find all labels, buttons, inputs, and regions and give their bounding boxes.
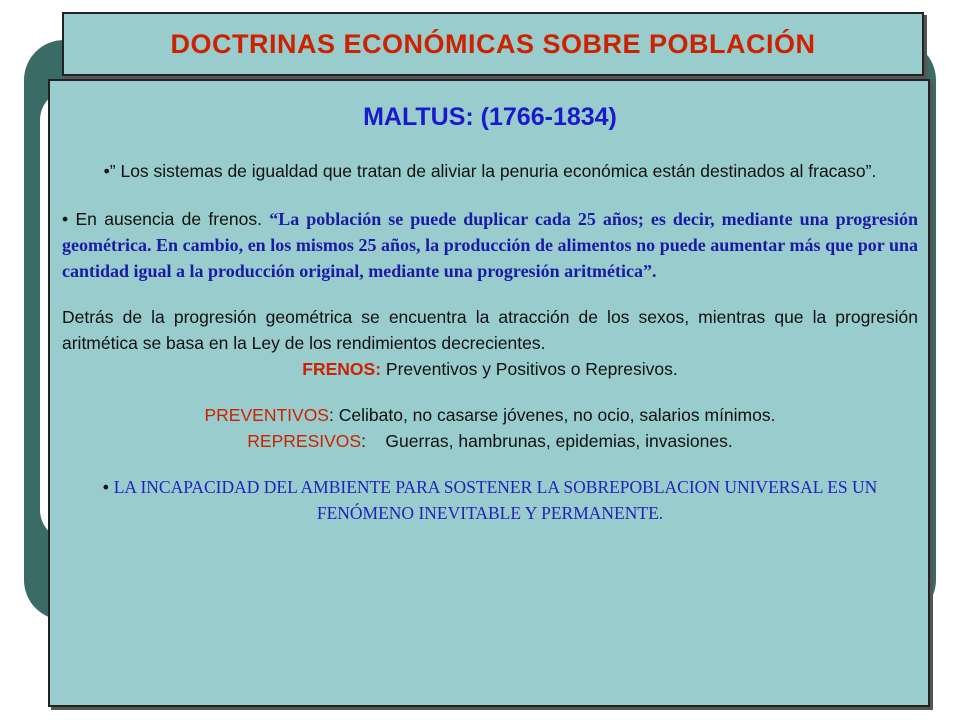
explanation-paragraph: Detrás de la progresión geométrica se encuentra la atracción de los sexos, mientras que la progresión aritmética se basa en la Ley de los rendimientos decrecientes. bbox=[62, 307, 918, 353]
bullet: • bbox=[62, 209, 69, 229]
represivos-label: REPRESIVOS bbox=[247, 431, 362, 451]
conclusion-text: LA INCAPACIDAD DEL AMBIENTE PARA SOSTENER LA SOBREPOBLACION UNIVERSAL ES UN FENÓMENO INEVITABLE Y PERMANENTE. bbox=[113, 477, 878, 523]
preventivos-label: PREVENTIVOS bbox=[204, 405, 329, 425]
content-box bbox=[48, 79, 930, 707]
represivos-text: Guerras, hambrunas, epidemias, invasiones. bbox=[385, 431, 733, 451]
frenos-paragraph bbox=[62, 206, 918, 284]
preventivos-text: Celibato, no casarse jóvenes, no ocio, salarios mínimos. bbox=[338, 405, 776, 425]
represivos-line bbox=[62, 428, 918, 454]
frenos-intro: En ausencia de frenos. bbox=[75, 209, 262, 229]
slide-title: DOCTRINAS ECONÓMICAS SOBRE POBLACIÓN bbox=[170, 28, 816, 59]
malthus-quote: “La población se puede duplicar cada 25 años; es decir, mediante una progresión geométrica. En cambio, en los mismos 25 años, la producción de alimentos no puede aumentar más que por una cantidad igual a la producción original, mediante una progresión aritmética”. bbox=[62, 209, 918, 281]
frenos-line bbox=[62, 356, 918, 382]
represivos-colon: : bbox=[361, 431, 366, 451]
frenos-types: Preventivos y Positivos o Represivos. bbox=[385, 359, 678, 379]
section-heading: MALTUS: (1766-1834) bbox=[363, 103, 617, 131]
quote-text: ” Los sistemas de igualdad que tratan de aliviar la penuria económica están destinados al fracaso”. bbox=[109, 161, 877, 181]
title-box bbox=[62, 12, 924, 76]
preventivos-colon: : bbox=[328, 405, 334, 425]
bullet: • bbox=[102, 477, 109, 497]
conclusion-paragraph bbox=[62, 474, 918, 526]
bullet: • bbox=[103, 161, 110, 181]
frenos-label: FRENOS: bbox=[302, 359, 382, 379]
quote-paragraph bbox=[62, 158, 918, 184]
preventivos-line bbox=[62, 402, 918, 428]
